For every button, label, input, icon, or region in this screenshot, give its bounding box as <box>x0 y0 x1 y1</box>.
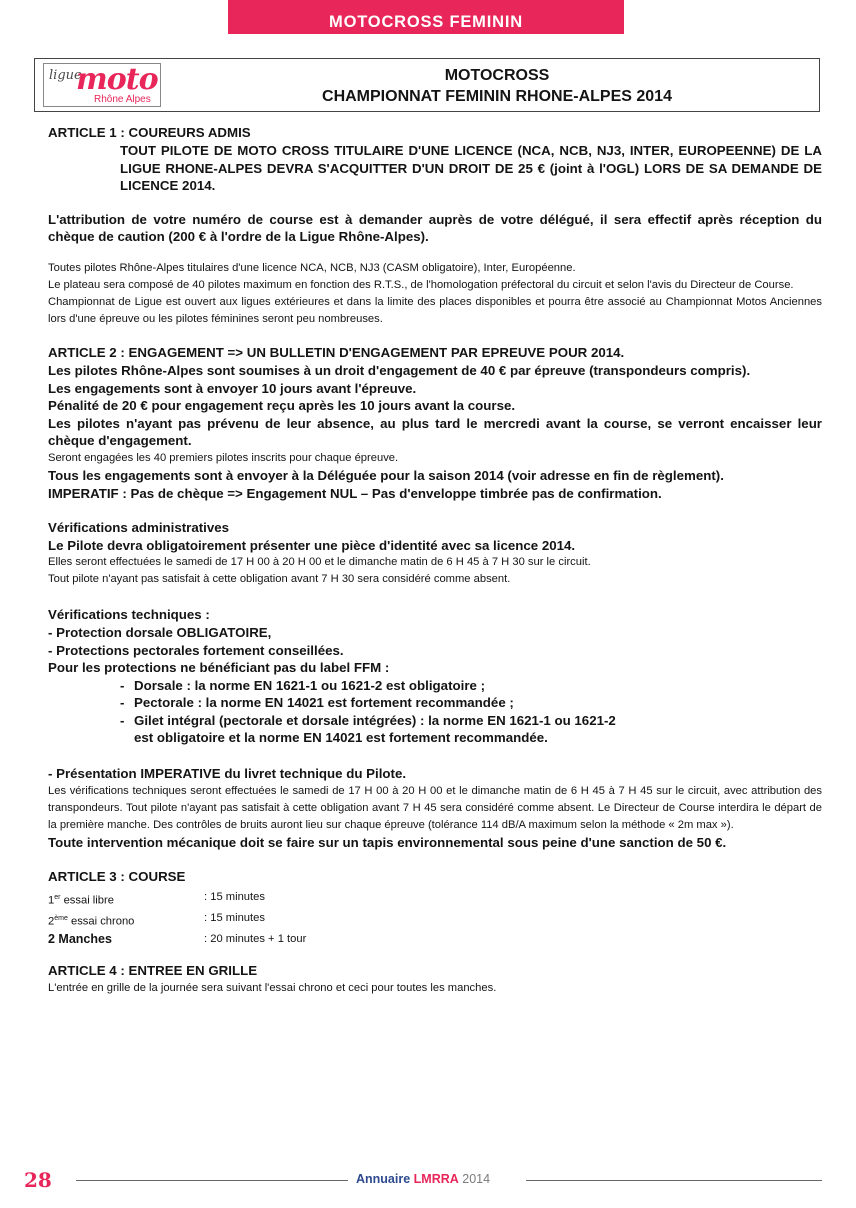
footer-rule-right <box>526 1180 822 1181</box>
schedule-value: : 15 minutes <box>204 891 265 904</box>
article-2-line: Les pilotes Rhône-Alpes sont soumises à un droit d'engagement de 40 € par épreuve (transpondeurs compris). <box>48 362 751 378</box>
schedule-value: : 15 minutes <box>204 911 265 924</box>
protection-item-text: Pectorale : la norme EN 14021 est fortement recommandée ; <box>134 695 514 711</box>
logo-ligue-text: ligue <box>49 68 82 83</box>
article-3-title: ARTICLE 3 : COURSE <box>48 869 186 885</box>
environmental-mat-rule: Toute intervention mécanique doit se faire sur un tapis environnemental sous peine d'une sanction de 50 €. <box>48 834 727 850</box>
admin-checks-line: Tout pilote n'ayant pas satisfait à cette obligation avant 7 H 30 sera considéré comme absent. <box>48 573 511 586</box>
schedule-label: 2ème essai chrono <box>48 914 135 928</box>
footer-rule-left <box>76 1180 348 1181</box>
protection-item: - Dorsale : la norme EN 1621-1 ou 1621-2 est obligatoire ; <box>120 677 486 693</box>
schedule-value: : 20 minutes + 1 tour <box>204 932 307 945</box>
article-2-line: Les pilotes n'ayant pas prévenu de leur absence, au plus tard le mercredi avant la course, se verront encaisser leur chèque d'engagement. <box>48 415 822 449</box>
article-2-line: Seront engagées les 40 premiers pilotes inscrits pour chaque épreuve. <box>48 451 399 464</box>
article-1-body: TOUT PILOTE DE MOTO CROSS TITULAIRE D'UNE LICENCE (NCA, NCB, NJ3, INTER, EUROPEENNE) DE LA LIGUE RHONE-ALPES DEVRA S'ACQUITTER D'UN DROIT DE 25 € (joint à l'OGL) LORS DE SA DEMANDE DE LICENCE 2014. <box>120 143 822 194</box>
race-schedule-table <box>48 889 306 947</box>
ligue-moto-logo <box>43 63 161 107</box>
table-row <box>48 931 306 948</box>
admin-checks-line: Elles seront effectuées le samedi de 17 H 00 à 20 H 00 et le dimanche matin de 6 H 45 à 7 H 30 sur le circuit. <box>48 556 591 569</box>
header-box <box>34 58 820 112</box>
article-4-title: ARTICLE 4 : ENTREE EN GRILLE <box>48 962 258 978</box>
footer-label: Annuaire LMRRA 2014 <box>356 1172 491 1186</box>
article-2-line: IMPERATIF : Pas de chèque => Engagement NUL – Pas d'enveloppe timbrée pas de confirmation. <box>48 485 662 501</box>
article-2-title: ARTICLE 2 : ENGAGEMENT => UN BULLETIN D'ENGAGEMENT PAR EPREUVE POUR 2014. <box>48 344 625 360</box>
logo-moto-text: moto <box>76 62 158 97</box>
protection-item-text: Gilet intégral (pectorale et dorsale intégrées) : la norme EN 1621-1 ou 1621-2 <box>134 712 616 728</box>
table-row <box>48 889 306 910</box>
page-footer <box>24 1168 824 1192</box>
protection-item-continuation: est obligatoire et la norme EN 14021 est fortement recommandée. <box>134 730 548 746</box>
article-2-line: Les engagements sont à envoyer 10 jours avant l'épreuve. <box>48 380 417 396</box>
article-4-body: L'entrée en grille de la journée sera suivant l'essai chrono et ceci pour toutes les manches. <box>48 981 497 994</box>
page-number: 28 <box>24 1168 52 1192</box>
admin-checks-title: Vérifications administratives <box>48 520 230 536</box>
protection-item: - Pectorale : la norme EN 14021 est fortement recommandée ; <box>120 695 514 711</box>
protection-item-text: Dorsale : la norme EN 1621-1 ou 1621-2 est obligatoire ; <box>134 677 486 693</box>
tech-checks-title: Vérifications techniques : <box>48 607 210 623</box>
section-tab: MOTOCROSS FEMININ <box>228 0 624 34</box>
schedule-label: 2 Manches <box>48 931 112 946</box>
tech-booklet-line: - Présentation IMPERATIVE du livret technique du Pilote. <box>48 766 407 782</box>
article-2-line: Tous les engagements sont à envoyer à la Déléguée pour la saison 2014 (voir adresse en fin de règlement). <box>48 467 724 483</box>
regulation-body <box>48 124 822 997</box>
table-row <box>48 910 306 931</box>
article-1-paragraph: Toutes pilotes Rhône-Alpes titulaires d'une licence NCA, NCB, NJ3 (CASM obligatoire), Inter, Européenne. <box>48 261 576 274</box>
protection-item: - Gilet intégral (pectorale et dorsale intégrées) : la norme EN 1621-1 ou 1621-2 <box>120 712 616 728</box>
tech-checks-line: - Protections pectorales fortement conseillées. <box>48 642 344 658</box>
article-1-paragraph: Le plateau sera composé de 40 pilotes maximum en fonction des R.T.S., de l'homologation préfectoral du circuit et selon l'avis du Directeur de Course. <box>48 278 794 291</box>
article-1-paragraph: Championnat de Ligue est ouvert aux ligues extérieures et dans la limite des places disponibles et pourra être associé au Championnat Motos Anciennes lors d'une épreuve ou les pilotes féminines seront peu nombreuses. <box>48 295 822 325</box>
article-2-line: Pénalité de 20 € pour engagement reçu après les 10 jours avant la course. <box>48 398 516 414</box>
tech-checks-line: Pour les protections ne bénéficiant pas du label FFM : <box>48 660 390 676</box>
tech-checks-line: - Protection dorsale OBLIGATOIRE, <box>48 624 272 640</box>
article-1-title: ARTICLE 1 : COUREURS ADMIS <box>48 125 251 140</box>
admin-checks-line: Le Pilote devra obligatoirement présenter une pièce d'identité avec sa licence 2014. <box>48 537 576 553</box>
title-line-1: MOTOCROSS <box>444 67 550 84</box>
race-number-attribution: L'attribution de votre numéro de course est à demander auprès de votre délégué, il sera effectif après réception du chèque de caution (200 € à l'ordre de la Ligue Rhône-Alpes). <box>48 211 822 245</box>
title-line-2: CHAMPIONNAT FEMININ RHONE-ALPES 2014 <box>322 88 672 105</box>
tech-checks-paragraph: Les vérifications techniques seront effectuées le samedi de 17 H 00 à 20 H 00 et le dimanche matin de 6 H 45 à 7 H 45 sur le circuit, avec attribution des transpondeurs. Tout pilote n'ayant pas satisfait à cette obligation avant 7 H 45 sera considéré comme absent. Le Directeur de Course interdira le départ de la première manche. Des contrôles de bruits auront lieu sur chaque épreuve (tolérance 114 dB/A maximum selon la méthode « 2m max »). <box>48 784 822 831</box>
document-title <box>175 65 819 107</box>
logo-region-text: Rhône Alpes <box>94 94 151 105</box>
schedule-label: 1er essai libre <box>48 894 114 907</box>
